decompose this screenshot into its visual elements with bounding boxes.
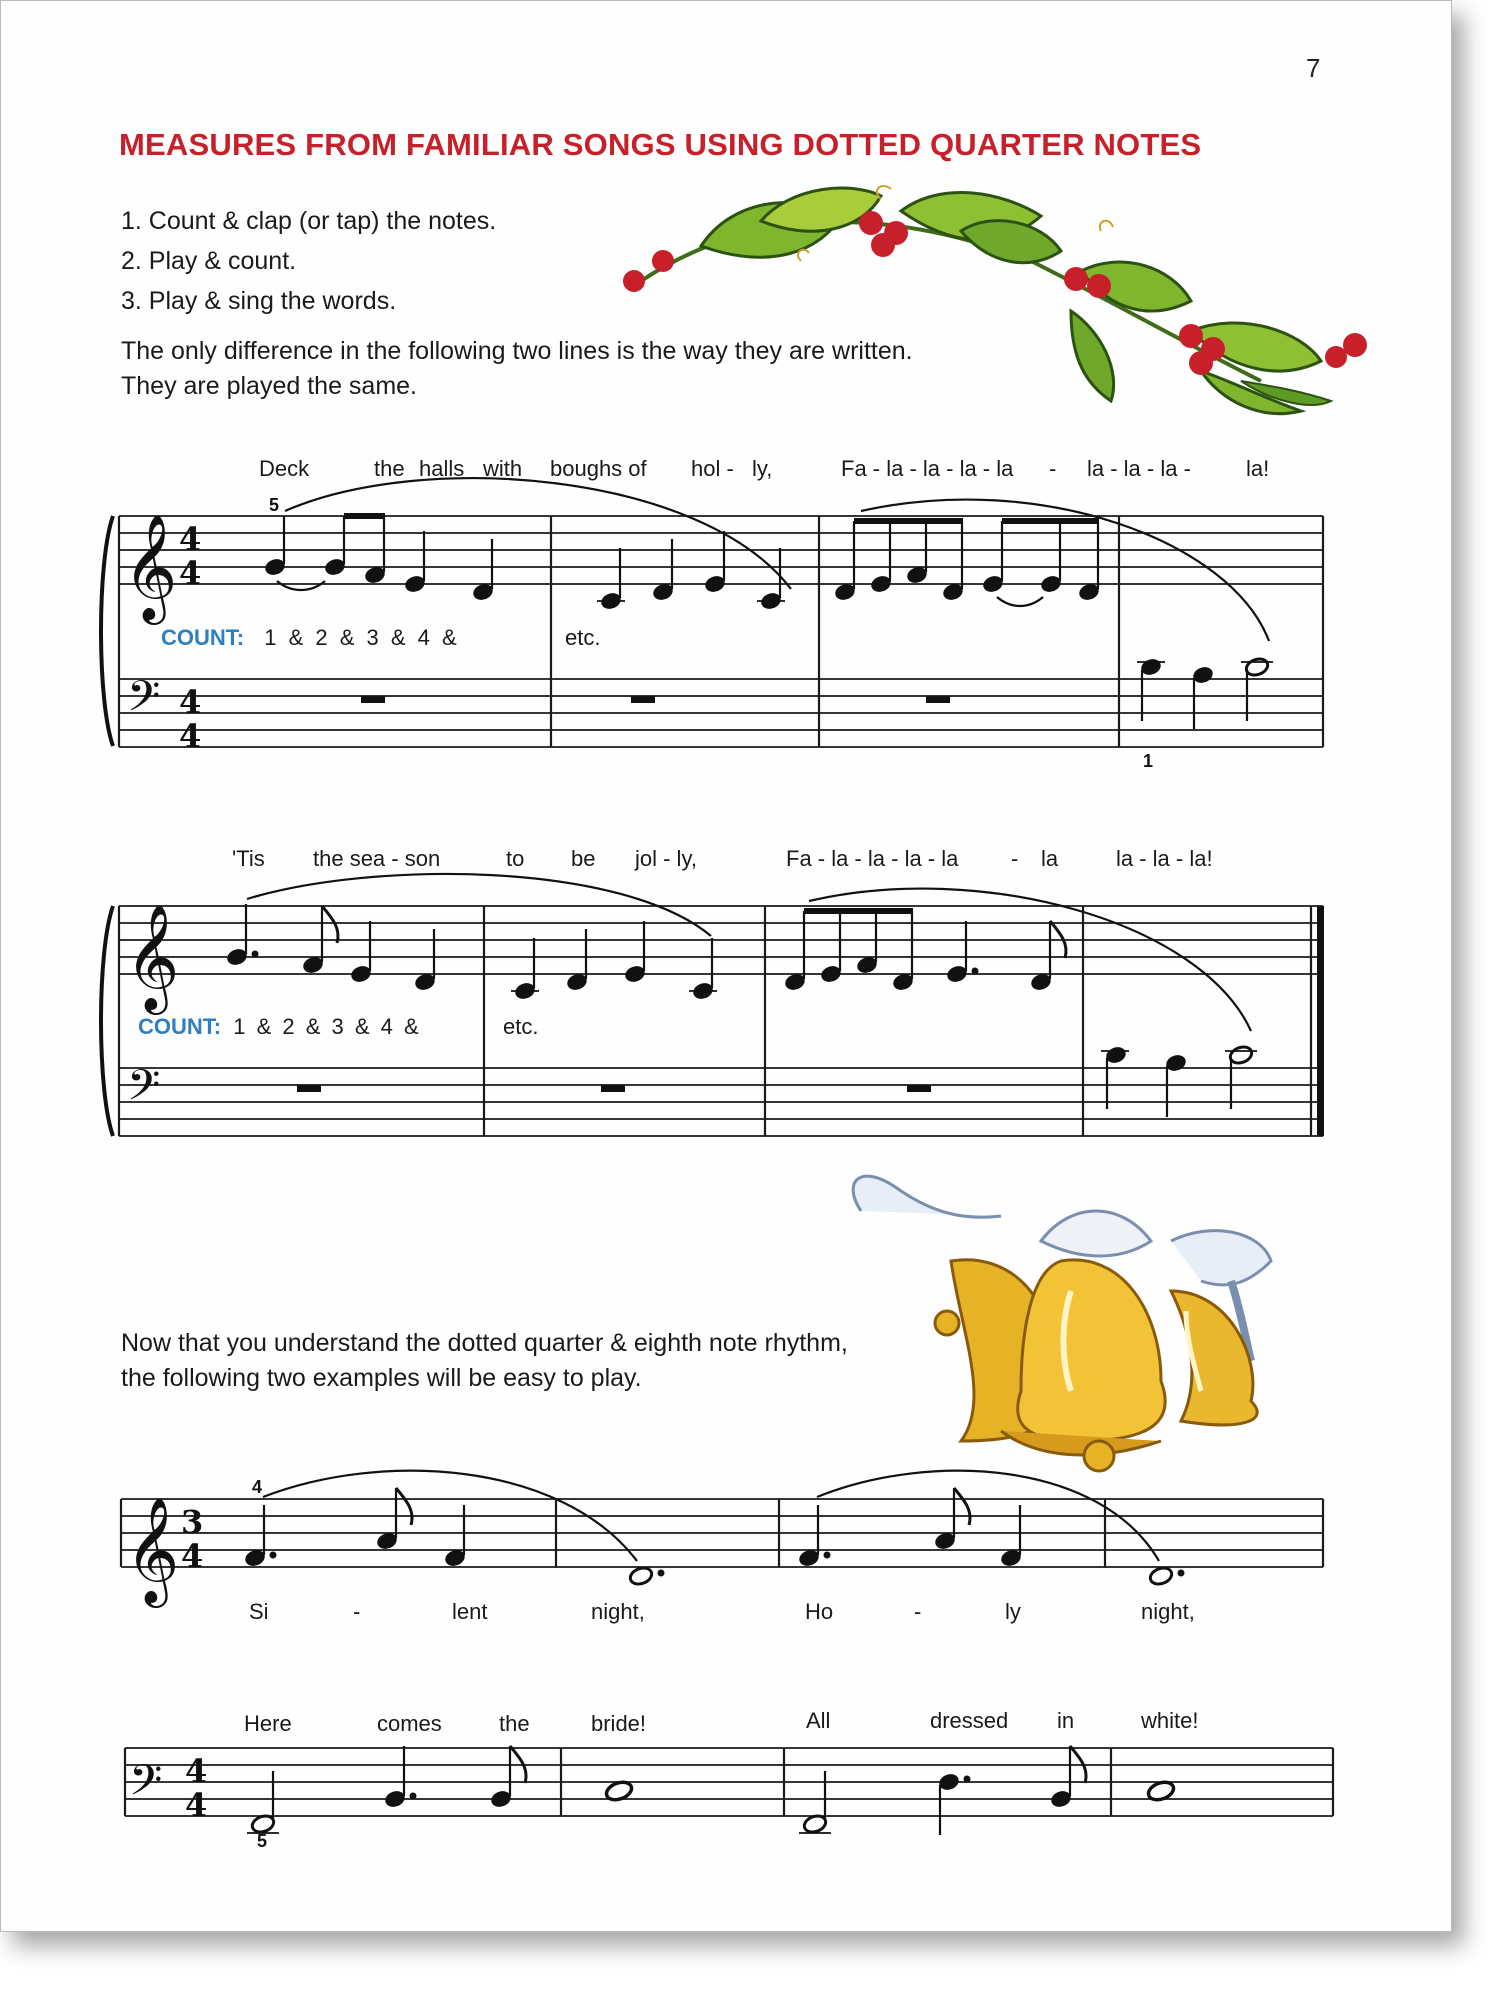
page-title: MEASURES FROM FAMILIAR SONGS USING DOTTED QUARTER NOTES [119,127,1202,162]
time-sig-top: 4 [179,683,202,721]
intro-line-2: They are played the same. [121,372,417,400]
treble-clef-icon: 𝄞 [125,903,180,1010]
instruction-2: 2. Play & count. [121,247,297,275]
lyric: - [353,1599,361,1624]
bass-clef-icon: 𝄢 [129,1756,163,1816]
lyric: the [499,1711,530,1736]
measure-4-notes [1137,656,1273,729]
lyric: the [374,456,405,481]
bells-icon [853,1176,1271,1471]
lyric: Here [244,1711,292,1736]
lyric: ly [1005,1599,1021,1624]
fingering: 1 [1143,751,1154,771]
instruction-1: 1. Count & clap (or tap) the notes. [121,207,497,235]
lyric: night, [1141,1599,1195,1624]
lyric: All [806,1708,831,1733]
time-sig-bottom: 4 [179,717,202,755]
bass-clef-icon: 𝄢 [127,672,161,732]
lyric: Deck [259,456,310,481]
lyric: Fa - la - la - la - la [786,846,959,871]
middle-line-2: the following two examples will be easy to play. [121,1364,642,1392]
measure-1-notes [263,513,495,703]
measure-1-notes [225,904,437,1092]
time-sig-top: 4 [185,1752,208,1790]
time-sig-bottom: 4 [179,554,202,592]
lyric: be [571,846,596,871]
etc-text: etc. [503,1014,539,1039]
lyric: halls [419,456,465,481]
lyric: la [1041,846,1059,871]
staff-line-3 [121,1471,1323,1608]
measure-3-notes [783,908,1066,1092]
lyric: hol - [691,456,734,481]
treble-clef-icon: 𝄞 [125,1496,180,1603]
lyric: Si [249,1599,269,1624]
lyric: - [1049,456,1057,481]
lyric: - [914,1599,922,1624]
treble-clef-icon: 𝄞 [123,513,178,620]
page-number: 7 [1306,53,1321,83]
fingering: 5 [269,495,280,515]
lyric: bride! [591,1711,647,1736]
lyric: Ho [805,1599,834,1624]
fingering: 5 [257,1831,268,1851]
measure-2-notes [597,531,785,703]
count-values: 1 & 2 & 3 & 4 & [264,625,457,650]
lyric: la! [1246,456,1270,481]
lyric: ly, [752,456,773,481]
etc-text: etc. [565,625,601,650]
time-sig-top: 4 [179,520,202,558]
staff-line-4 [125,1746,1333,1835]
lyric: white! [1141,1708,1199,1733]
lyric: night, [591,1599,645,1624]
grand-staff-2 [101,874,1324,1136]
measure-2-notes [511,921,717,1092]
time-sig-bottom: 4 [185,1786,208,1824]
intro-line-1: The only difference in the following two lines is the way they are written. [121,337,913,365]
lyric: la - la - la! [1116,846,1213,871]
count-values: 1 & 2 & 3 & 4 & [233,1014,419,1039]
lyric: with [483,456,523,481]
time-sig-top: 3 [181,1503,204,1541]
lyric: Fa - la - la - la - la [841,456,1014,481]
lyric: 'Tis [232,846,265,871]
lyric: to [506,846,525,871]
measure-4-notes [1101,1044,1257,1117]
measure-3-notes [833,518,1101,703]
count-label: COUNT: [161,625,245,650]
lyric: lent [452,1599,488,1624]
grand-staff-1 [101,478,1323,755]
lyric: jol - ly, [635,846,697,871]
count-label: COUNT: [138,1014,222,1039]
music-notation [1,1,1451,1931]
bass-clef-icon: 𝄢 [127,1061,161,1121]
lyric: la - la - la - [1087,456,1191,481]
time-sig-bottom: 4 [181,1537,204,1575]
lyric: in [1057,1708,1075,1733]
lyric: boughs of [550,456,647,481]
lyric: comes [377,1711,442,1736]
fingering: 4 [252,1477,263,1497]
lyric: dressed [930,1708,1009,1733]
middle-line-1: Now that you understand the dotted quarter & eighth note rhythm, [121,1329,848,1357]
lyric: the sea - son [313,846,441,871]
lyric: - [1011,846,1019,871]
instruction-3: 3. Play & sing the words. [121,287,397,315]
